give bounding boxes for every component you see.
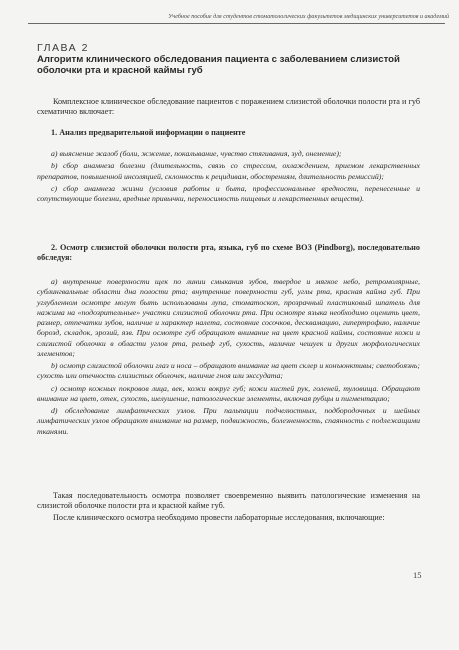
page-number: 15 — [413, 570, 422, 580]
list-item: а) выяснение жалоб (боли, жжение, покалывание, чувство стягивания, зуд, онемение); — [51, 149, 342, 158]
chapter-title: Алгоритм клинического обследования пациента с заболеванием слизистой оболочки рта и красной каймы губ — [37, 54, 400, 76]
closing-paragraph: После клинического осмотра необходимо провести лабораторные исследования, включающие: — [53, 512, 385, 522]
list-item: d) обследование лимфатических узлов. При пальпации подчелюстных, подбородочных и шейных лимфатических узлов обращают внимание на размер, подвижность, болезненность, спаянность с подлежащими тканями. — [37, 406, 420, 436]
list-item: c) осмотр кожных покровов лица, век, кожи вокруг губ; кожи кистей рук, голеней, туловища. Обращают внимание на цвет, отек, сухость, шелушение, патологические элементы, включая рубцы и пигментацию; — [37, 383, 420, 403]
list-item: a) внутренние поверхности щек по линии смыкания зубов, твердое и мягкое небо, ретромолярные, сублингвальные области дна полости рта; внутренние поверхности губ, углы рта, красная кайма губ. При углубленном осмотре могут быть использованы лупа, стоматоскоп, прозрачный пластиковый шпатель для нажима на «подозрительные» участки слизистой оболочки рта. При осмотре языка необходимо оценить цвет, размер, отпечатки зубов, наличие и характер налета, состояние сосочков, десквамацию, гипертрофию, наличие борозд, складок, эрозий, язв. При осмотре губ обращают внимание на цвет красной каймы, состояние кожи и слизистой оболочки в области углов рта, рельеф губ, сухость, наличие чешуек и других морфологических элементов; — [37, 277, 420, 358]
section-1-heading: 1. Анализ предварительной информации о пациенте — [51, 128, 246, 137]
intro-paragraph: Комплексное клиническое обследование пациентов с поражением слизистой оболочки полости рта и губ схематично включает: — [37, 97, 420, 117]
section-2-heading: 2. Осмотр слизистой оболочки полости рта, языка, губ по схеме ВОЗ (Pindborg), последовательно обследуя: — [37, 243, 420, 263]
closing-paragraph: Такая последовательность осмотра позволяет своевременно выявить патологические изменения на слизистой оболочке полости рта и красной кайме губ. — [37, 491, 420, 511]
section-1-list — [37, 149, 420, 206]
list-item: c) сбор анамнеза жизни (условия работы и быта, профессиональные вредности, перенесенные и сопутствующие болезни, вредные привычки, переносимость пищевых и лекарственных веществ). — [37, 183, 420, 203]
chapter-label: ГЛАВА 2 — [37, 42, 89, 54]
list-item: b) сбор анамнеза болезни (длительность, связь со стрессом, охлаждением, приемом лекарственных препаратов, повышенной инсоляцией, склонность к рецидивам, обострениям, длительность ремиссий); — [37, 161, 420, 181]
running-header: Учебное пособие для студентов стоматологических факультетов медицинских университетов и академий — [168, 14, 449, 20]
header-rule — [28, 23, 445, 24]
section-2-list — [37, 277, 420, 439]
list-item: b) осмотр слизистой оболочки глаз и носа – обращают внимание на цвет склер и конъюнктивы; светобоязнь; сухость или отечность слизистых оболочек, наличие гноя или экссудата; — [37, 361, 420, 381]
closing-text — [37, 491, 420, 524]
